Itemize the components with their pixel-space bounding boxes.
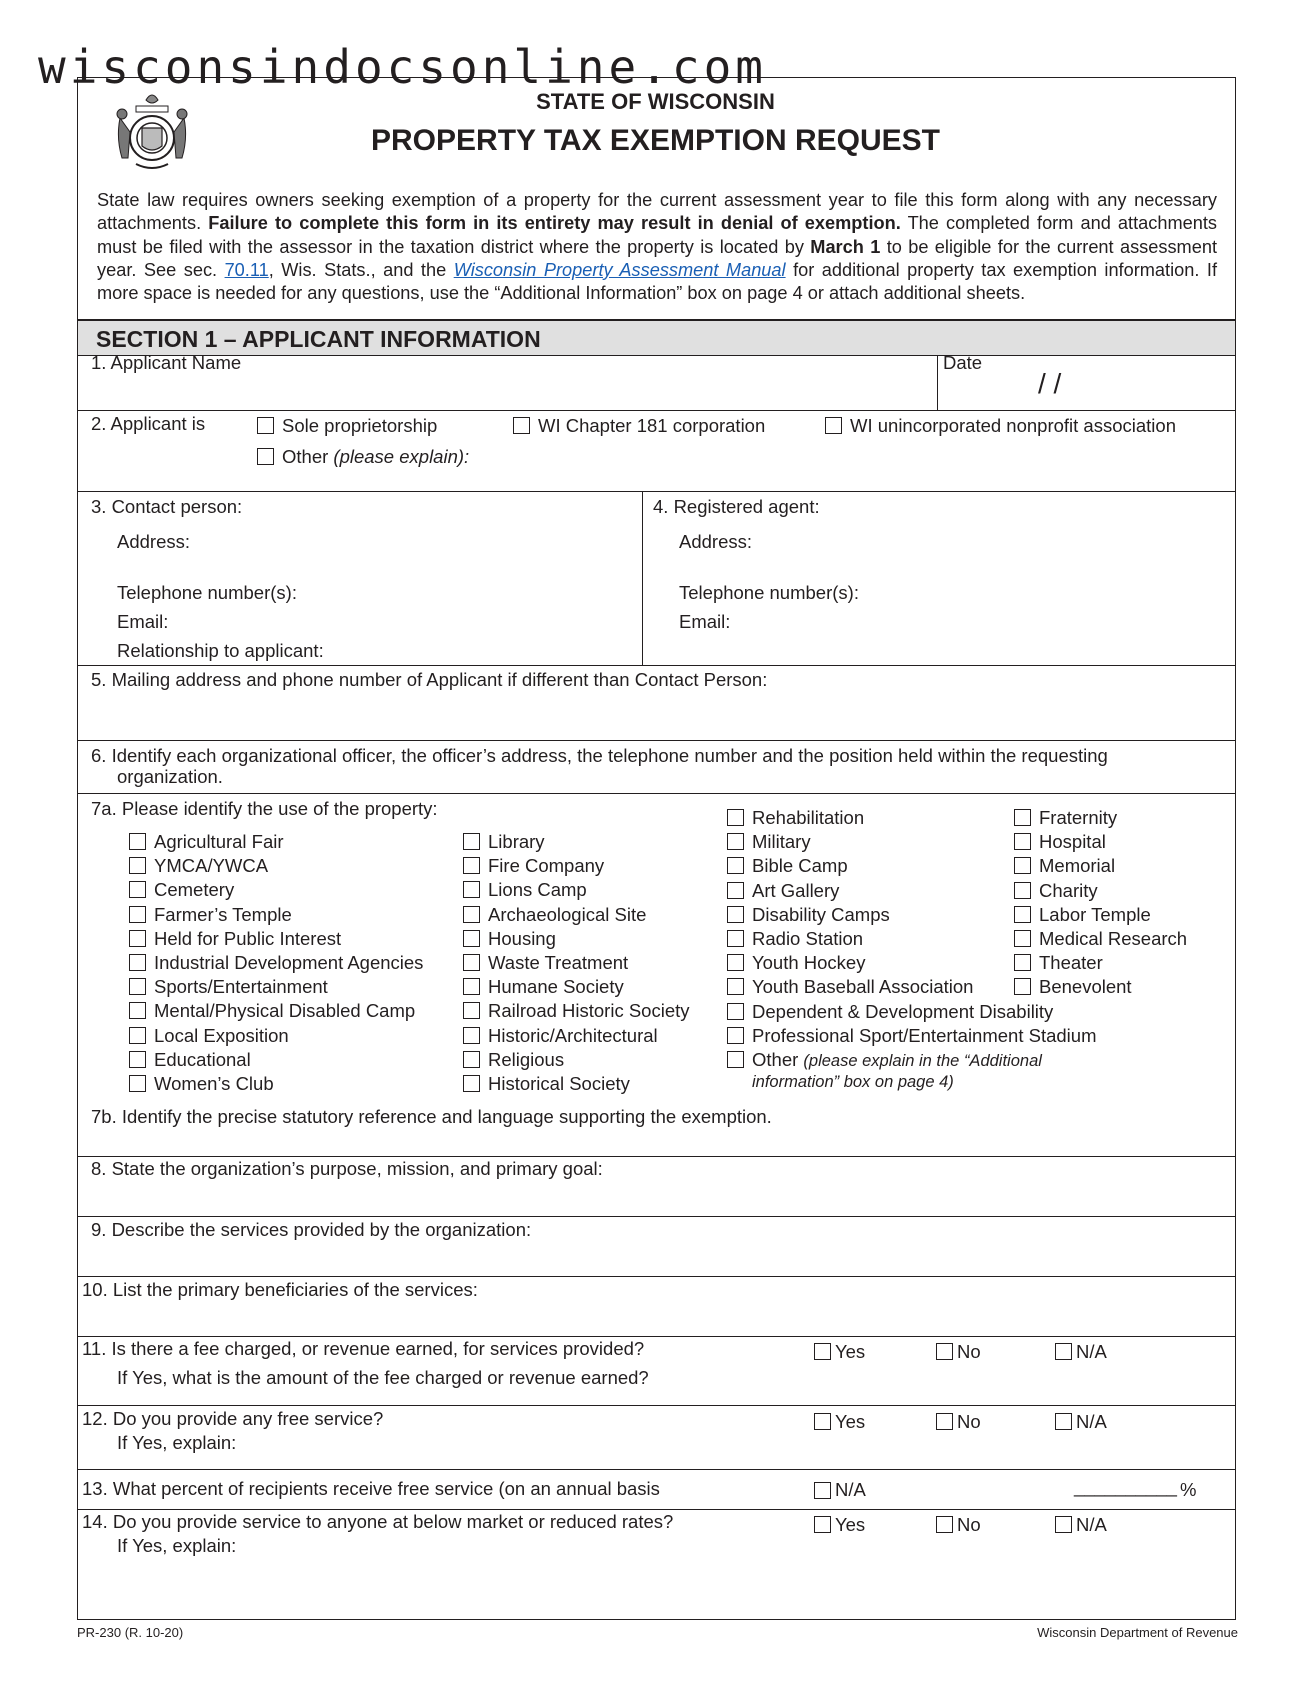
use-checkbox[interactable] xyxy=(463,1002,480,1019)
use-checkbox[interactable] xyxy=(727,954,744,971)
use-label: Youth Hockey xyxy=(752,952,866,974)
use-checkbox[interactable] xyxy=(129,1027,146,1044)
use-label: Hospital xyxy=(1039,831,1106,853)
state-heading: STATE OF WISCONSIN xyxy=(536,89,775,114)
use-label: Youth Baseball Association xyxy=(752,976,974,998)
property-use-label: 7a. Please identify the use of the property: xyxy=(91,798,438,819)
reduced-no-checkbox[interactable] xyxy=(936,1516,953,1533)
free-na-checkbox[interactable] xyxy=(1055,1413,1072,1430)
free-na-label: N/A xyxy=(1076,1411,1107,1432)
use-label: Professional Sport/Entertainment Stadium xyxy=(752,1024,1097,1046)
agency-name: Wisconsin Department of Revenue xyxy=(1037,1625,1238,1640)
fee-yes-checkbox[interactable] xyxy=(814,1343,831,1360)
use-checkbox[interactable] xyxy=(727,857,744,874)
other-type-label: Other (please explain): xyxy=(282,446,470,467)
contact-email-label: Email: xyxy=(117,611,169,632)
use-checkbox[interactable] xyxy=(1014,930,1031,947)
reduced-no-label: No xyxy=(957,1514,981,1535)
use-checkbox[interactable] xyxy=(1014,882,1031,899)
use-checkbox[interactable] xyxy=(463,833,480,850)
use-checkbox[interactable] xyxy=(463,930,480,947)
use-checkbox[interactable] xyxy=(1014,857,1031,874)
free-yes-checkbox[interactable] xyxy=(814,1413,831,1430)
use-checkbox[interactable] xyxy=(1014,978,1031,995)
use-label: Religious xyxy=(488,1048,565,1070)
fee-question-label: 11. Is there a fee charged, or revenue earned, for services provided? xyxy=(82,1338,645,1359)
nonprofit-association-checkbox[interactable] xyxy=(825,417,842,434)
use-label: Benevolent xyxy=(1039,976,1132,998)
use-checkbox[interactable] xyxy=(129,978,146,995)
use-checkbox[interactable] xyxy=(727,882,744,899)
use-checkbox[interactable] xyxy=(463,978,480,995)
intro-paragraph: State law requires owners seeking exemption of a property for the current assessment year to file this form along with any necessary attachments. Failure to complete this form in its entirety may result in denial of exemption. The completed form and attachments must be filed with the assessor in the taxation district where the property is located by March 1 to be eligible for the current assessment year. See sec. 70.11, Wis. Stats., and the Wisconsin Property Assessment Manual for additional property tax exemption information. If more space is needed for any questions, use the “Additional Information” box on page 4 or attach additional sheets. xyxy=(97,190,1218,304)
use-label: Railroad Historic Society xyxy=(488,1000,690,1022)
use-label: Bible Camp xyxy=(752,855,848,877)
use-label: Military xyxy=(752,831,811,853)
use-checkbox[interactable] xyxy=(727,930,744,947)
use-label: Sports/Entertainment xyxy=(154,976,328,998)
officers-label-cont: organization. xyxy=(117,766,223,787)
use-label: Farmer’s Temple xyxy=(154,903,292,925)
use-checkbox[interactable] xyxy=(1014,809,1031,826)
free-percent-label: 13. What percent of recipients receive free service (on an annual basis xyxy=(82,1478,660,1499)
use-checkbox[interactable] xyxy=(129,906,146,923)
use-label: Archaeological Site xyxy=(488,903,647,925)
nonprofit-association-label: WI unincorporated nonprofit association xyxy=(850,415,1176,436)
manual-link[interactable]: Wisconsin Property Assessment Manual xyxy=(453,259,786,280)
use-label: Lions Camp xyxy=(488,879,587,901)
free-no-checkbox[interactable] xyxy=(936,1413,953,1430)
chapter-181-checkbox[interactable] xyxy=(513,417,530,434)
use-label: Local Exposition xyxy=(154,1024,289,1046)
percent-sign: % xyxy=(1180,1479,1197,1500)
use-checkbox[interactable] xyxy=(463,1075,480,1092)
use-checkbox[interactable] xyxy=(129,930,146,947)
use-label: Women’s Club xyxy=(154,1073,274,1094)
use-checkbox[interactable] xyxy=(463,857,480,874)
contact-relationship-label: Relationship to applicant: xyxy=(117,640,324,661)
applicant-name-label: 1. Applicant Name xyxy=(91,352,242,373)
reduced-na-label: N/A xyxy=(1076,1514,1107,1535)
sole-proprietorship-checkbox[interactable] xyxy=(257,417,274,434)
chapter-181-label: WI Chapter 181 corporation xyxy=(538,415,766,436)
form-title: PROPERTY TAX EXEMPTION REQUEST xyxy=(371,124,940,157)
reduced-yes-checkbox[interactable] xyxy=(814,1516,831,1533)
fee-na-checkbox[interactable] xyxy=(1055,1343,1072,1360)
use-label: Charity xyxy=(1039,879,1098,901)
use-label: Rehabilitation xyxy=(752,807,865,828)
reduced-na-checkbox[interactable] xyxy=(1055,1516,1072,1533)
use-label: Disability Camps xyxy=(752,903,890,925)
percent-na-checkbox[interactable] xyxy=(814,1482,831,1499)
use-label: Humane Society xyxy=(488,976,624,998)
use-label: Cemetery xyxy=(154,879,235,901)
fee-amount-label: If Yes, what is the amount of the fee charged or revenue earned? xyxy=(117,1367,649,1388)
use-other-note: information” box on page 4) xyxy=(752,1073,954,1092)
use-label: Radio Station xyxy=(752,928,864,949)
use-checkbox[interactable] xyxy=(129,833,146,850)
beneficiaries-label: 10. List the primary beneficiaries of the services: xyxy=(82,1279,478,1300)
contact-phone-label: Telephone number(s): xyxy=(117,582,297,603)
section-1-header: SECTION 1 – APPLICANT INFORMATION xyxy=(78,319,1235,356)
use-other-label: Other (please explain in the “Additional xyxy=(752,1049,1042,1070)
reduced-rates-label: 14. Do you provide service to anyone at below market or reduced rates? xyxy=(82,1511,674,1532)
use-checkbox[interactable] xyxy=(727,906,744,923)
use-label: Held for Public Interest xyxy=(154,927,342,949)
services-label: 9. Describe the services provided by the organization: xyxy=(91,1219,532,1240)
use-checkbox[interactable] xyxy=(129,1051,146,1068)
use-label: Historical Society xyxy=(488,1073,630,1094)
reduced-rates-explain-label: If Yes, explain: xyxy=(117,1535,237,1556)
sole-proprietorship-label: Sole proprietorship xyxy=(282,415,438,436)
use-label: Waste Treatment xyxy=(488,952,629,973)
applicant-name-field[interactable] xyxy=(949,352,1229,402)
agent-address-label: Address: xyxy=(679,531,753,552)
use-checkbox[interactable] xyxy=(463,1051,480,1068)
free-no-label: No xyxy=(957,1411,981,1432)
free-service-explain-label: If Yes, explain: xyxy=(117,1432,237,1453)
use-label: Medical Research xyxy=(1039,928,1188,949)
use-label: Labor Temple xyxy=(1039,903,1151,925)
use-label: Memorial xyxy=(1039,855,1116,877)
use-label: Dependent & Development Disability xyxy=(752,1000,1054,1022)
agent-phone-label: Telephone number(s): xyxy=(679,582,859,603)
agent-email-label: Email: xyxy=(679,611,731,632)
contact-address-label: Address: xyxy=(117,531,191,552)
percent-input[interactable]: __________ xyxy=(1074,1476,1177,1497)
use-label: Mental/Physical Disabled Camp xyxy=(154,1000,416,1022)
use-label: Housing xyxy=(488,927,556,949)
use-checkbox[interactable] xyxy=(727,1027,744,1044)
fee-no-label: No xyxy=(957,1341,981,1362)
date-label: Date xyxy=(943,352,983,373)
use-other-checkbox[interactable] xyxy=(727,1051,744,1068)
statutory-reference-label: 7b. Identify the precise statutory reference and language supporting the exemption. xyxy=(91,1106,772,1127)
registered-agent-label: 4. Registered agent: xyxy=(653,496,820,517)
use-checkbox[interactable] xyxy=(463,881,480,898)
use-label: YMCA/YWCA xyxy=(154,855,269,877)
fee-na-label: N/A xyxy=(1076,1341,1107,1362)
purpose-label: 8. State the organization’s purpose, mission, and primary goal: xyxy=(91,1158,603,1179)
applicant-type-label: 2. Applicant is xyxy=(91,413,206,434)
free-service-label: 12. Do you provide any free service? xyxy=(82,1408,384,1429)
use-checkbox[interactable] xyxy=(129,1075,146,1092)
contact-person-label: 3. Contact person: xyxy=(91,496,243,517)
fee-yes-label: Yes xyxy=(835,1341,866,1362)
other-type-checkbox[interactable] xyxy=(257,448,274,465)
use-checkbox[interactable] xyxy=(727,833,744,850)
use-checkbox[interactable] xyxy=(463,954,480,971)
use-checkbox[interactable] xyxy=(727,809,744,826)
use-checkbox[interactable] xyxy=(727,978,744,995)
use-label: Agricultural Fair xyxy=(154,831,284,852)
use-checkbox[interactable] xyxy=(129,954,146,971)
reduced-yes-label: Yes xyxy=(835,1514,866,1535)
use-label: Library xyxy=(488,831,545,852)
percent-na-label: N/A xyxy=(835,1479,866,1500)
use-checkbox[interactable] xyxy=(727,1003,744,1020)
use-checkbox[interactable] xyxy=(129,881,146,898)
use-checkbox[interactable] xyxy=(1014,833,1031,850)
use-label: Historic/Architectural xyxy=(488,1024,658,1046)
use-label: Educational xyxy=(154,1048,251,1070)
use-label: Theater xyxy=(1039,952,1103,974)
use-label: Fraternity xyxy=(1039,807,1118,828)
use-checkbox[interactable] xyxy=(1014,906,1031,923)
use-checkbox[interactable] xyxy=(463,1027,480,1044)
use-checkbox[interactable] xyxy=(463,906,480,923)
officers-label: 6. Identify each organizational officer, the officer’s address, the telephone number and the position held within the requesting xyxy=(91,745,1108,766)
use-checkbox[interactable] xyxy=(129,857,146,874)
use-checkbox[interactable] xyxy=(129,1002,146,1019)
statute-link[interactable]: 70.11 xyxy=(224,259,269,280)
watermark-text: wisconsindocsonline.com xyxy=(38,40,767,94)
use-label: Fire Company xyxy=(488,855,605,877)
form-id: PR-230 (R. 10-20) xyxy=(77,1625,184,1640)
date-separators[interactable]: / / xyxy=(1038,368,1062,399)
use-label: Art Gallery xyxy=(752,879,840,901)
use-checkbox[interactable] xyxy=(1014,954,1031,971)
use-label: Industrial Development Agencies xyxy=(154,952,424,973)
mailing-address-label: 5. Mailing address and phone number of Applicant if different than Contact Person: xyxy=(91,669,768,690)
fee-no-checkbox[interactable] xyxy=(936,1343,953,1360)
free-yes-label: Yes xyxy=(835,1411,866,1432)
